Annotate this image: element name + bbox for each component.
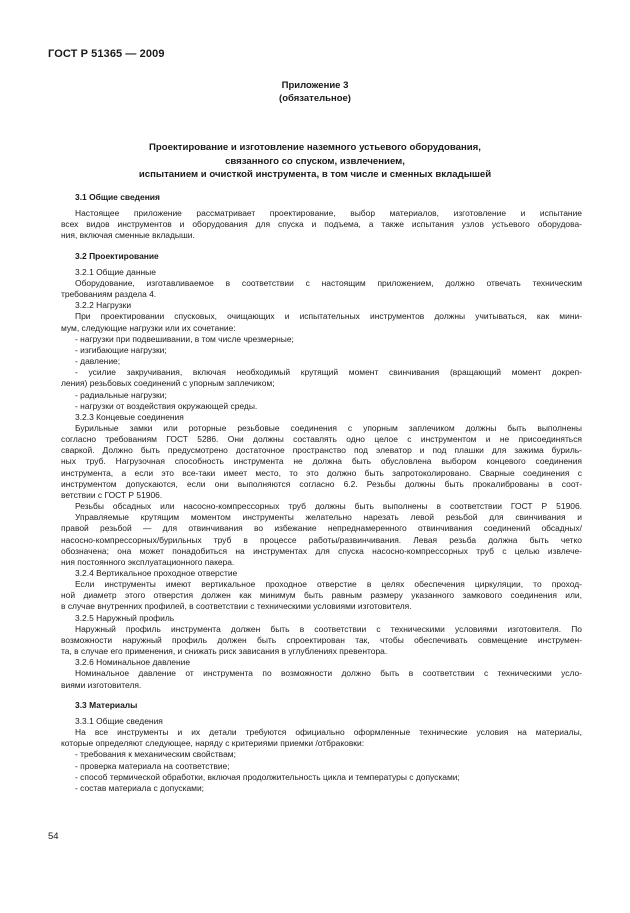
section-heading: 3.1 Общие сведения [75,192,160,202]
section-gap [61,691,582,697]
body-text-line: ления) резьбовых соединений с упорным заплечиком; [61,378,275,389]
body-text-line: - проверка материала на соответствие; [75,760,230,771]
body-text-line: правой резьбой — для отвинчивания во избежание непреднамеренного отвинчивания соединений обсадных/ [61,523,582,534]
body-text-line: 3.2.5 Наружный профиль [75,612,175,623]
body-text-line: всех видов инструментов и оборудования для спуска и подъема, а также испытания узлов устьевого оборудова- [61,219,582,230]
page-number: 54 [48,831,59,842]
body-text-line: - нагрузки при подвешивании, в том числе чрезмерные; [75,333,294,344]
body-text-line: - давление; [75,356,121,367]
body-text-line: которые определяют следующее, наряду с критериями приемки /отбраковки: [61,738,365,749]
body-text-line: инструмента, а если это все-таки имеет место, то это должно быть запротоколировано. Сварные соединения с [61,467,582,478]
body-text-line: Номинальное давление от инструмента по возможности должно быть в соответствии с техническими усло- [75,668,582,679]
body-text-line: ветствии с ГОСТ Р 51906. [61,489,163,500]
body-text-line: 3.2.6 Номинальное давление [75,657,191,668]
body-text-line: Резьбы обсадных или насосно-компрессорных труб должны быть выполнены в соответствии ГОСТ Р 51906. [75,501,582,512]
body-text-line: ния, включая сменные вкладыши. [61,230,195,241]
section-gap [61,242,582,248]
body-text-line: 3.2.4 Вертикальное проходное отверстие [75,568,238,578]
body-text-line: насосно-компрессорных/бурильных труб в процессе работы/развинчивания. Левая резьба должна быть четко [61,534,582,545]
body-text-line: ной диаметр этого отверстия должен как минимум быть равным размеру указанного замкового соединения или, [61,590,582,601]
annex-title-line: испытанием и очисткой инструмента, в том числе и сменных вкладышей [138,169,492,181]
body-text-line: - усилие закручивания, включая необходимый крутящий момент свинчивания (вращающий момент докреп- [75,367,582,378]
body-text-line: - требования к механическим свойствам; [75,749,236,760]
body-text-line: Если инструменты имеют вертикальное проходное отверстие в целях обеспечения циркуляции, то проход- [75,579,582,590]
body-text-line: инструментом допускаются, если они выполняются согласно 6.2. Резьбы должны быть прокалиброваны в соот- [61,478,582,489]
body-text-line: 3.3.1 Общие сведения [75,715,163,726]
body-text-line: - радиальные нагрузки; [75,389,167,400]
body-text-line: - нагрузки от воздействия окружающей среды. [75,400,258,411]
body-text-line: согласно требованиям ГОСТ 5286. Они должны составлять одно целое с инструментом и не присоединяться [61,434,582,445]
annex-heading [0,79,630,105]
document-body [61,192,582,794]
annex-title-line: связанного со спуском, извлечением, [225,155,405,167]
body-text-line: мум, следующие нагрузки или их сочетание: [61,322,236,333]
body-text-line: - способ термической обработки, включая продолжительность цикла и температуры с допусками; [75,771,460,782]
body-text-line: требованиям раздела 4. [61,289,157,300]
body-text-line: возможности наружный профиль должен быть спроектирован так, чтобы обеспечивать совмещение инструмен- [61,634,582,645]
body-text-line: в случае внутренних профилей, в соответствии с техническими условиями изготовителя. [61,601,412,612]
body-text-line: виями изготовителя. [61,679,142,690]
body-text-line: На все инструменты и их детали требуются официально оформленные технические условия на материалы, [75,727,582,738]
body-text-line: ных труб. Нагрузочная способность инструмента не должна быть обусловлена выбором концевого соединения [61,456,582,467]
annex-title-line: Проектирование и изготовление наземного устьевого оборудования, [149,142,481,153]
body-text-line: сваркой. Должно быть предусмотрено достаточное пространство под элеватор и под плашки для зажима буриль- [61,445,582,456]
body-text-line: - изгибающие нагрузки; [75,344,167,355]
body-text-line: - состав материала с допусками; [75,782,205,793]
body-text-line: При проектировании спусковых, очищающих и испытательных инструментов должны учитываться, как мини- [75,311,582,322]
body-text-line: обозначена; она может понадобиться на инструментах для спуска насосно-компрессорных труб с целью извлече- [61,545,582,556]
body-text-line: 3.2.2 Нагрузки [75,300,132,311]
body-text-line: ния постоянного эксплуатационного пакера. [61,556,235,567]
body-text-line: та, в случае его применения, и снижать риск зависания в углублениях превентора. [61,646,388,657]
annex-status: (обязательное) [279,93,351,104]
body-text-line: Наружный профиль инструмента должен быть в соответствии с техническими условиями изготовителя. По [75,623,582,634]
annex-title [0,141,630,182]
body-text-line: Оборудование, изготавливаемое в соответствии с настоящим приложением, должно отвечать техническим [75,277,582,288]
body-text-line: Бурильные замки или роторные резьбовые соединения с упорным заплечиком должны быть выполнены [75,422,582,433]
body-text-line: Управляемые крутящим моментом инструменты желательно нарезать левой резьбой для свинчивания и [75,512,582,523]
section-heading: 3.2 Проектирование [75,250,159,261]
body-text-line: 3.2.3 Концевые соединения [75,411,184,422]
annex-label: Приложение 3 [281,80,349,91]
body-text-line: Настоящее приложение рассматривает проектирование, выбор материалов, изготовление и испытание [75,208,582,219]
section-heading: 3.3 Материалы [75,699,138,710]
document-code: ГОСТ Р 51365 — 2009 [48,48,165,60]
body-text-line: 3.2.1 Общие данные [75,266,156,277]
